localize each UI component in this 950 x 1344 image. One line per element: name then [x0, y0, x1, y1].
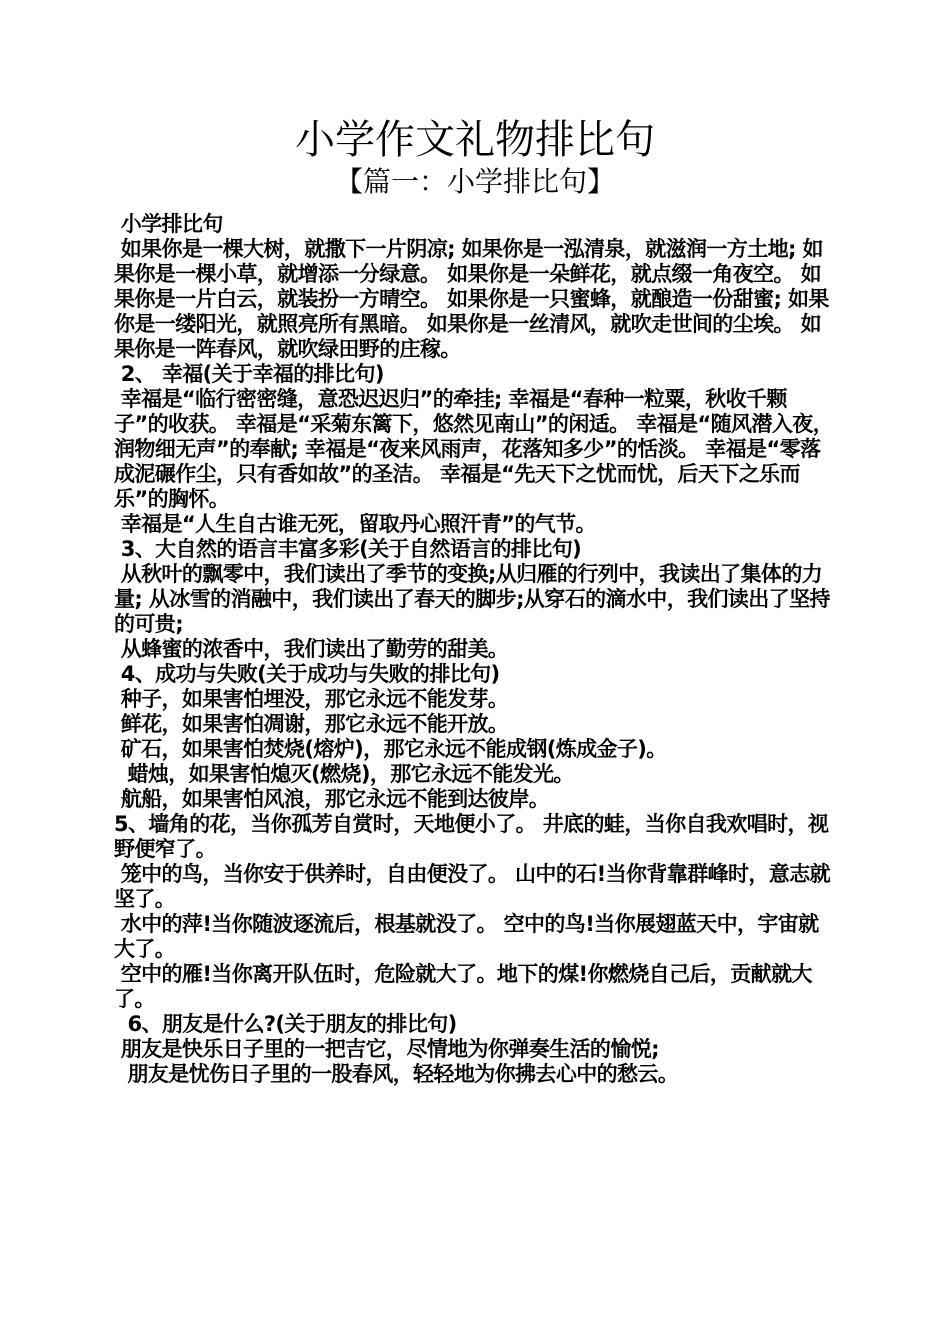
body-line: 笼中的鸟，当你安于供养时，自由便没了。 山中的石!当你背靠群峰时，意志就坚了。 [114, 862, 831, 911]
body-line: 小学排比句 [114, 212, 223, 236]
body-line: 航船，如果害怕风浪，那它永远不能到达彼岸。 [114, 787, 550, 811]
body-line: 6、朋友是什么?(关于朋友的排比句) [114, 1012, 457, 1036]
document-title: 小学作文礼物排比句 [295, 117, 655, 163]
body-line: 空中的雁!当你离开队伍时，危险就大了。地下的煤!你燃烧自己后，贡献就大了。 [114, 962, 812, 1011]
body-line: 如果你是一棵大树，就撒下一片阴凉; 如果你是一泓清泉，就滋润一方土地; 如果你是一棵小草，就增添一分绿意。 如果你是一朵鲜花，就点缀一角夜空。 如果你是一片白云，就装扮一方晴空。 如果你是一只蜜蜂，就酿造一份甜蜜; 如果你是一缕阳光，就照亮所有黑暗。 如果你是一丝清风，就吹走世间的尘埃。 如果你是一阵春风，就吹绿田野的庄稼。 [114, 237, 829, 361]
body-line: 幸福是“临行密密缝，意恐迟迟归”的牵挂; 幸福是“春种一粒粟，秋收千颗子”的收获。 幸福是“采菊东篱下，悠然见南山”的闲适。 幸福是“随风潜入夜，润物细无声”的奉献; 幸福是“夜来风雨声，花落知多少”的恬淡。 幸福是“零落成泥碾作尘，只有香如故”的圣洁。 幸福是“先天下之忧而忧，后天下之乐而乐”的胸怀。 [114, 387, 834, 511]
body-line: 蜡烛，如果害怕熄灭(燃烧)，那它永远不能发光。 [114, 762, 574, 786]
body-line: 从蜂蜜的浓香中，我们读出了勤劳的甜美。 [114, 637, 509, 661]
body-line: 朋友是忧伤日子里的一股春风，轻轻地为你拂去心中的愁云。 [114, 1062, 679, 1086]
body-line: 鲜花，如果害怕凋谢，那它永远不能开放。 [114, 712, 509, 736]
body-line: 2、 幸福(关于幸福的排比句) [114, 362, 384, 386]
body-line: 幸福是“人生自古谁无死，留取丹心照汗青”的气节。 [114, 512, 596, 536]
body-line: 水中的萍!当你随波逐流后，根基就没了。 空中的鸟!当你展翅蓝天中，宇宙就大了。 [114, 912, 819, 961]
body-line: 朋友是快乐日子里的一把吉它，尽情地为你弹奏生活的愉悦; [114, 1037, 659, 1061]
body-line: 3、大自然的语言丰富多彩(关于自然语言的排比句) [114, 537, 582, 561]
body-line: 从秋叶的飘零中，我们读出了季节的变换;从归雁的行列中，我读出了集体的力量; 从冰雪的消融中，我们读出了春天的脚步;从穿石的滴水中，我们读出了坚持的可贵; [114, 562, 830, 636]
document-body [114, 212, 834, 1087]
body-line: 矿石，如果害怕焚烧(熔炉)，那它永远不能成钢(炼成金子)。 [114, 737, 667, 761]
body-line: 种子，如果害怕埋没，那它永远不能发芽。 [114, 687, 509, 711]
document-subtitle: 【篇一：小学排比句】 [334, 165, 615, 198]
body-line: 5、墙角的花，当你孤芳自赏时，天地便小了。 井底的蛙，当你自我欢唱时，视野便窄了。 [114, 812, 829, 861]
body-line: 4、成功与失败(关于成功与失败的排比句) [114, 662, 500, 686]
